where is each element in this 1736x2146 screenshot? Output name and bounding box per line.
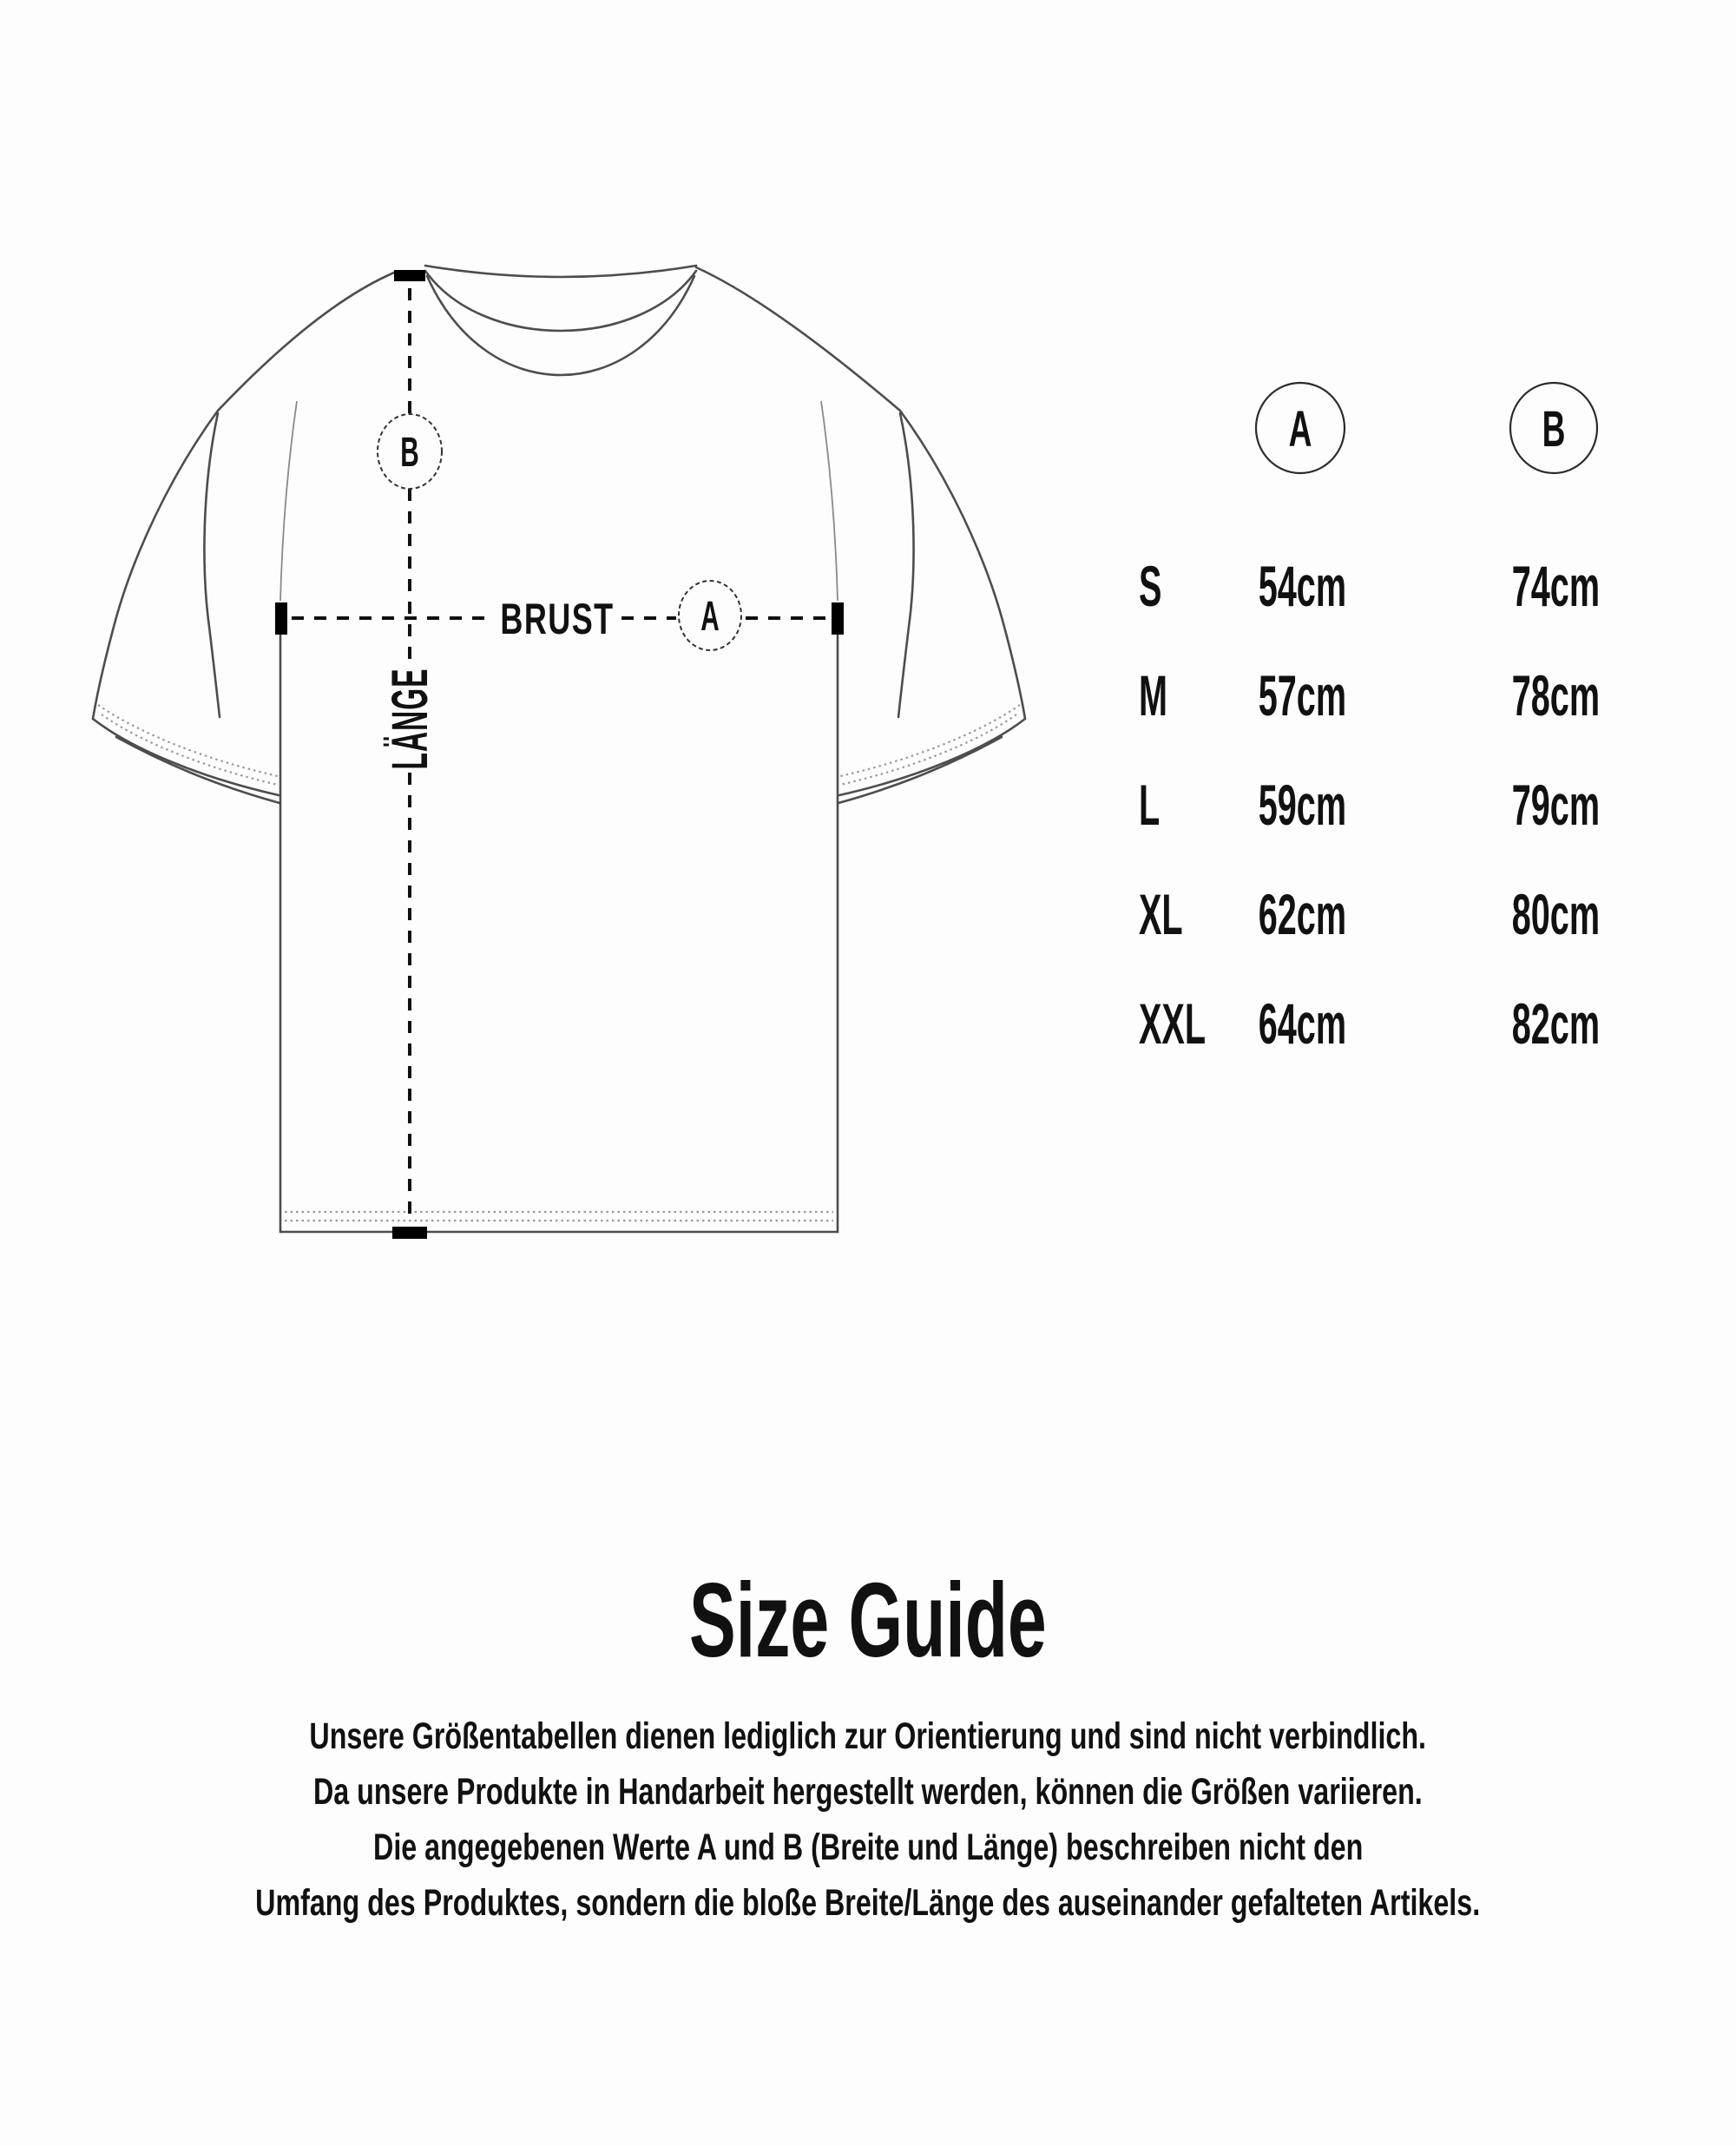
table-header-a-label: A: [1288, 401, 1312, 458]
table-row: [1111, 750, 1684, 859]
size-cell: M: [1139, 663, 1167, 727]
left-sleeve-seam: [204, 413, 220, 717]
table-row: [1111, 531, 1684, 641]
measure-markers: [275, 270, 844, 1239]
armhole-creases: [280, 401, 838, 601]
table-header-circles: [1256, 383, 1597, 473]
value-b-cell: 78cm: [1511, 663, 1600, 727]
size-table: [1111, 531, 1684, 1087]
disclaimer-line: Umfang des Produktes, sondern die bloße Breite/Länge des auseinander gefalteten Artikels.: [255, 1882, 1481, 1924]
disclaimer-line: Unsere Größentabellen dienen lediglich zur Orientierung und sind nicht verbindlich.: [309, 1715, 1427, 1757]
size-cell: XXL: [1139, 991, 1207, 1056]
size-cell: S: [1139, 554, 1162, 618]
right-sleeve-seam: [898, 413, 914, 717]
size-cell: L: [1139, 773, 1161, 837]
right-shoulder-seam: [696, 267, 900, 411]
table-header-b-label: B: [1542, 401, 1566, 458]
table-row: [1111, 641, 1684, 750]
value-b-cell: 79cm: [1511, 773, 1600, 837]
measure-marker-chest-left: [275, 602, 287, 635]
collar-outer-edge: [427, 276, 694, 375]
stitch-lines: [98, 705, 1020, 1221]
right-sleeve-outer-edge: [900, 411, 1025, 719]
value-b-cell: 80cm: [1511, 882, 1600, 946]
disclaimer-line: Die angegebenen Werte A und B (Breite und Länge) beschreiben nicht den: [372, 1827, 1364, 1868]
measure-marker-chest-right: [832, 602, 844, 635]
tshirt-outline: [93, 266, 1025, 1232]
left-shoulder-seam: [218, 273, 394, 411]
collar-back-edge: [425, 266, 696, 277]
measure-marker-top: [394, 270, 425, 281]
left-sleeve-outer-edge: [93, 411, 218, 719]
size-guide-title: Size Guide: [689, 1561, 1047, 1679]
size-cell: XL: [1139, 882, 1183, 946]
right-cuff-edge: [839, 719, 1025, 795]
value-a-cell: 64cm: [1258, 991, 1346, 1056]
collar-inner-edge: [425, 271, 696, 331]
value-b-cell: 74cm: [1511, 554, 1600, 618]
value-a-cell: 62cm: [1258, 882, 1346, 946]
circle-b-annotation-label: B: [400, 429, 419, 476]
measure-marker-bottom: [392, 1227, 427, 1239]
length-label: LÄNGE: [381, 668, 438, 770]
left-cuff-edge: [93, 719, 279, 795]
table-row: [1111, 969, 1684, 1078]
disclaimer-text: [0, 1708, 1736, 1931]
value-a-cell: 54cm: [1258, 554, 1346, 618]
value-b-cell: 82cm: [1511, 991, 1600, 1056]
value-a-cell: 57cm: [1258, 663, 1346, 727]
measure-lines: [292, 288, 828, 1224]
table-row: [1111, 859, 1684, 969]
chest-label: BRUST: [500, 596, 615, 644]
disclaimer-line: Da unsere Produkte in Handarbeit hergestellt werden, können die Größen variieren.: [313, 1771, 1423, 1813]
value-a-cell: 59cm: [1258, 773, 1346, 837]
circle-a-annotation-label: A: [700, 593, 720, 640]
